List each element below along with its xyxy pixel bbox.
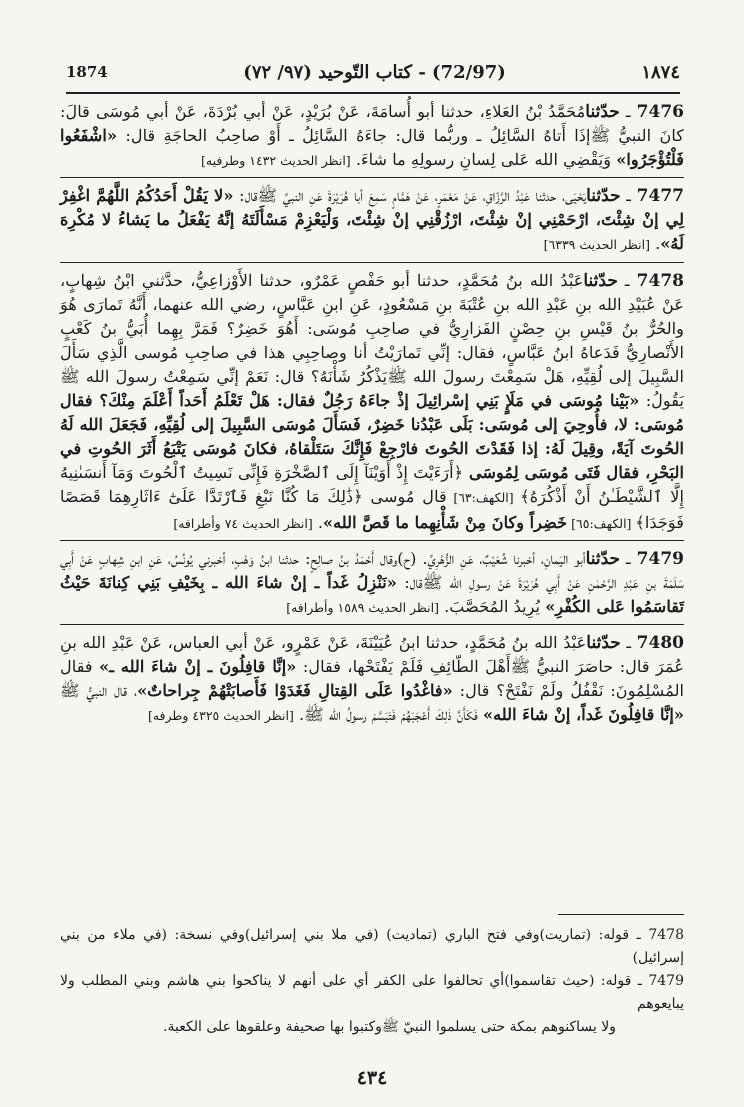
- hadith-number: 7479: [636, 548, 684, 569]
- haddathana-word: حدّثنا: [586, 186, 621, 207]
- narration-text: .: [649, 234, 661, 254]
- prophetic-saying: «إنَّا قافِلُونَ ـ إنْ شاءَ الله ـ»: [99, 656, 297, 676]
- prophetic-saying: «بَيْنا مُوسَى في مَلَإٍ بَنِي إسْرائِيلَ إذْ جاءَهُ رَجُلٌ فقال: هَلْ تَعْلَمُ أَحَداً أَعْلَمَ مِنْكَ؟ فقال مُوسَى: لا، فأُوحِيَ إلى مُوسَى: بَلَى عَبْدُنا خَضِرٌ، فَسَأَلَ مُوسَى السَّبِيلَ إلى لُقِيِّهِ، فَجَعَلَ الله لَهُ الحُوتَ آيَةً، وقِيلَ لَهُ: إذا فَقَدْتَ الحُوتَ فارْجِعْ فَإِنَّكَ سَتَلْقاهُ، فكانَ مُوسَى يَتْبَعُ أَثَرَ الحُوتِ في البَحْرِ، فقال فَتَى مُوسَى لِمُوسَى: [60, 391, 684, 483]
- narration-text: ﴿أَرَءَيْتَ إِذْ أَوَيْنَآ إِلَى ٱلصَّخْرَةِ فَإِنِّى نَسِيتُ ٱلْحُوتَ وَمَآ أَنسَىٰنِيهُ إِلَّا ٱلشَّيْطَـٰنُ أَنْ أَذْكُرَهُ﴾: [60, 463, 685, 507]
- hadith-7478: 7478 ـ حدّثناعَبْدُ الله بنُ مُحَمَّدٍ، حدثنا أبو حَفْصٍ عَمْرٌو، حدثنا الأَوْزاعِيُّ، حدَّثني ابْنُ شِهابٍ، عَنْ عُبَيْدِ الله بنِ عَبْدِ الله بنِ عُتْبَةَ بنِ مَسْعُودٍ، عَنِ ابنِ عَبَّاسٍ، رضي الله عنهما، أَنَّهُ تَمارَى هُوَ والحُرُّ بنُ قَيْسِ بنِ حِصْنٍ الفَزارِيُّ في صاحِبِ مُوسَى: أَهُوَ خَضِرٌ؟ فَمَرَّ بِهِما أُبَيُّ بنُ كَعْبٍ الأَنْصارِيُّ فَدَعاهُ ابنُ عَبَّاسٍ، فقال: إنِّي تَمارَيْتُ أنا وصاحِبِي هذا في صاحِبِ مُوسى الَّذِي سَأَلَ السَّبِيلَ إلى لُقِيِّهِ، هَلْ سَمِعْتَ رسولَ الله ﷺيَذْكُرُ شَأْنَهُ؟ قال: نَعَمْ إنِّي سَمِعْتُ رسولَ الله ﷺ يَقُولُ: «بَيْنا مُوسَى في مَلَإٍ بَنِي إسْرائِيلَ إذْ جاءَهُ رَجُلٌ فقال: هَلْ تَعْلَمُ أَحَداً أَعْلَمَ مِنْكَ؟ فقال مُوسَى: لا، فأُوحِيَ إلى مُوسَى: بَلَى عَبْدُنا خَضِرٌ، فَسَأَلَ مُوسَى السَّبِيلَ إلى لُقِيِّهِ، فَجَعَلَ الله لَهُ الحُوتَ آيَةً، وقِيلَ لَهُ: إذا فَقَدْتَ الحُوتَ فارْجِعْ فَإِنَّكَ سَتَلْقاهُ، فكانَ مُوسَى يَتْبَعُ أَثَرَ الحُوتِ في البَحْرِ، فقال فَتَى مُوسَى لِمُوسَى ﴿أَرَءَيْتَ إِذْ أَوَيْنَآ إِلَى ٱلصَّخْرَةِ فَإِنِّى نَسِيتُ ٱلْحُوتَ وَمَآ أَنسَىٰنِيهُ إِلَّا ٱلشَّيْطَـٰنُ أَنْ أَذْكُرَهُ﴾ [الكهف:٦٣] قال مُوسى ﴿ذَٰلِكَ مَا كُنَّا نَبْغِ فَٱرْتَدَّا عَلَىٰٓ ءَاثَارِهِمَا قَصَصًا فَوَجَدَا﴾ [الكهف:٦٥] خَضِراً وكانَ مِنْ شَأْنِهِما ما قَصَّ الله». [انظر الحديث ٧٤ وأطرافه]: [60, 262, 684, 540]
- cross-reference: [انظر الحديث ١٥٨٩ وأطرافه]: [286, 599, 439, 615]
- cross-reference: [انظر الحديث ٤٣٢٥ وطرفه]: [147, 708, 294, 724]
- narration-text: يَحْيَى، حدثنا عَبْدُ الرَّزّاقِ، عَنْ مَعْمَرٍ، عَنْ هَمَّامٍ سَمِعَ أبا هُرَيْرَةَ عَنِ النبيِّ ﷺقال:: [233, 186, 587, 206]
- cross-reference: [انظر الحديث ١٤٣٢ وطرفيه]: [201, 153, 351, 169]
- running-title: (72/97) - كتاب التّوحيد (٩٧/ ٧٢): [243, 61, 506, 83]
- hadith-number: 7477: [636, 186, 684, 207]
- narration-text: عَبْدُ الله بنُ مُحَمَّدٍ، حدثنا ابنُ عُيَيْنَةَ، عَنْ عَمْرٍو، عَنْ أبي العباس، عَنْ عَبْدِ الله بنِ عُمَرَ قال: حاصَرَ النبيُّ ﷺأَهْلَ الطّائِفِ فَلَمْ يَفْتَحْها، فقال:: [60, 632, 685, 676]
- hadith-7479: 7479 ـ حدّثناأبو اليَمانِ، أخبرنا شُعَيْبٌ، عَنِ الزُّهْرِيِّ. (ح)وقال أَحْمَدُ بنُ صالِحٍ: حدثنا ابنُ وَهْبٍ، أخبرني يُونُسُ، عَنِ ابنِ شِهابٍ عَنْ أَبِي سَلَمَةَ بنِ عَبْدِ الرَّحْمٰنِ عَنْ أَبِي هُرَيْرَةَ عَنْ رسولِ الله ﷺقال: «نَنْزِلُ غَداً ـ إنْ شاءَ الله ـ بِخَيْفِ بَنِي كِنانَةَ حَيْثُ تَقاسَمُوا عَلى الكُفْرِ» يُرِيدُ المُحَصَّبَ. [انظر الحديث ١٥٨٩ وأطرافه]: [60, 540, 684, 624]
- haddathana-word: حدّثنا: [585, 548, 621, 569]
- haddathana-word: حدّثنا: [583, 270, 618, 291]
- prophetic-saying: «إنَّا قافِلُونَ غَداً، إنْ شاءَ الله»: [482, 705, 684, 725]
- footnotes: [60, 924, 684, 1039]
- hadith-body: [60, 94, 684, 732]
- narration-text: ﴿ذَٰلِكَ مَا كُنَّا نَبْغِ فَٱرْتَدَّا عَلَىٰٓ ءَاثَارِهِمَا قَصَصًا فَوَجَدَا﴾: [60, 487, 684, 532]
- footnote-divider: [558, 914, 684, 915]
- hadith-number: 7476: [636, 102, 684, 122]
- hadith-number: 7480: [636, 632, 684, 653]
- hadith-7480: 7480 ـ حدّثناعَبْدُ الله بنُ مُحَمَّدٍ، حدثنا ابنُ عُيَيْنَةَ، عَنْ عَمْرٍو، عَنْ أبي العباس، عَنْ عَبْدِ الله بنِ عُمَرَ قال: حاصَرَ النبيُّ ﷺأَهْلَ الطّائِفِ فَلَمْ يَفْتَحْها، فقال: «إنَّا قافِلُونَ ـ إنْ شاءَ الله ـ» فقال المُسْلِمُونَ: نَقْفُلُ ولَمْ نَفْتَحْ؟ قال: «فاغْدُوا عَلَى القِتالِ فَغَدَوْا فَأَصابَتْهُمْ جِراحاتٌ»، قال النبيُّ ﷺ «إنَّا قافِلُونَ غَداً، إنْ شاءَ الله» فَكَأَنَّ ذٰلِكَ أَعْجَبَهُمْ فَتَبَسَّمَ رسولُ الله ﷺ. [انظر الحديث ٤٣٢٥ وطرفه]: [60, 624, 684, 732]
- running-header: [66, 52, 680, 94]
- narration-text: فقال المُسْلِمُونَ: نَقْفُلُ ولَمْ نَفْتَحْ؟ قال:: [60, 656, 684, 701]
- narration-text: أبو اليَمانِ، أخبرنا شُعَيْبٌ، عَنِ الزُّهْرِيِّ. (ح)وقال أَحْمَدُ بنُ صالِحٍ: حدثنا ابنُ وَهْبٍ، أخبرني يُونُسُ، عَنِ ابنِ شِهابٍ عَنْ أَبِي سَلَمَةَ بنِ عَبْدِ الرَّحْمٰنِ عَنْ أَبِي هُرَيْرَةَ عَنْ رسولِ الله ﷺقال:: [60, 548, 684, 592]
- narration-text: قال مُوسى: [362, 487, 447, 507]
- narration-text: فَكَأَنَّ ذٰلِكَ أَعْجَبَهُمْ فَتَبَسَّمَ رسولُ الله ﷺ.: [293, 705, 483, 725]
- cross-reference: [الكهف:٦٥]: [567, 515, 636, 531]
- hadith-7476: 7476 ـ حدّثنامُحَمَّدُ بْنُ العَلاءِ، حدثنا أبو أُسامَةَ، عَنْ بُرَيْدٍ، عَنْ أبي بُرْدَةَ، عَنْ أبي مُوسَى قالَ: كانَ النبيُّ ﷺإذَا أَتاهُ السَّائِلُ ـ وربُّما قال: جاءَهُ السَّائِلُ ـ أَوْ صاحِبُ الحاجَةِ قال: «اشْفَعُوا فَلْتُؤْجَرُوا» وَيَقْضِي الله عَلى لِسانِ رسولِهِ ما شاءَ. [انظر الحديث ١٤٣٢ وطرفيه]: [60, 102, 684, 170]
- prophetic-saying: خَضِراً وكانَ مِنْ شَأْنِهِما ما قَصَّ الله»: [323, 512, 568, 532]
- cross-reference: [الكهف:٦٣]: [446, 490, 521, 506]
- cross-reference: [انظر الحديث ٦٣٣٩]: [543, 237, 650, 253]
- footnote-line: ولا يساكنوهم بمكة حتى يسلموا النبيّ ﷺوكتبوا بها صحيفة وعلقوها على الكعبة.: [163, 1019, 616, 1035]
- page-number-latin: 1874: [66, 63, 108, 81]
- narration-text: عَبْدُ الله بنُ مُحَمَّدٍ، حدثنا أبو حَفْصٍ عَمْرٌو، حدثنا الأَوْزاعِيُّ، حدَّثني ابْنُ شِهابٍ، عَنْ عُبَيْدِ الله بنِ عَبْدِ الله بنِ عُتْبَةَ بنِ مَسْعُودٍ، عَنِ ابنِ عَبَّاسٍ، رضي الله عنهما، أَنَّهُ تَمارَى هُوَ والحُرُّ بنُ قَيْسِ بنِ حِصْنٍ الفَزارِيُّ في صاحِبِ مُوسَى: أَهُوَ خَضِرٌ؟ فَمَرَّ بِهِما أُبَيُّ بنُ كَعْبٍ الأَنْصارِيُّ فَدَعاهُ ابنُ عَبَّاسٍ، فقال: إنِّي تَمارَيْتُ أنا وصاحِبِي هذا في صاحِبِ مُوسى الَّذِي سَأَلَ السَّبِيلَ إلى لُقِيِّهِ، هَلْ سَمِعْتَ رسولَ الله ﷺيَذْكُرُ شَأْنَهُ؟ قال: نَعَمْ إنِّي سَمِعْتُ رسولَ الله ﷺ يَقُولُ:: [60, 270, 684, 411]
- prophetic-saying: «نَنْزِلُ غَداً ـ إنْ شاءَ الله ـ بِخَيْفِ بَنِي كِنانَةَ حَيْثُ تَقاسَمُوا عَلى الكُفْرِ»: [60, 572, 684, 616]
- folio-number: ٤٣٤: [356, 1067, 388, 1089]
- haddathana-word: حدّثنا: [585, 102, 620, 122]
- hadith-number: 7478: [636, 270, 684, 291]
- prophetic-saying: «فاغْدُوا عَلَى القِتالِ فَغَدَوْا فَأَصابَتْهُمْ جِراحاتٌ»: [137, 681, 453, 701]
- narration-text: يُرِيدُ المُحَصَّبَ.: [439, 596, 546, 616]
- haddathana-word: حدّثنا: [586, 632, 621, 653]
- prophetic-saying: «اشْفَعُوا فَلْتُؤْجَرُوا»: [60, 126, 684, 170]
- prophetic-saying: «لا يَقُلْ أَحَدُكُمُ اللَّهُمَّ اغْفِرْ لِي إنْ شِئْتَ، ارْحَمْنِي إنْ شِئْتَ، ارْزُقْنِي إنْ شِئْتَ، وَلْيَعْزِمْ مَسْأَلَتَهُ إنَّهُ يَفْعَلُ ما يَشاءُ لا مُكْرِهَ لَهُ»: [60, 186, 684, 254]
- cross-reference: [انظر الحديث ٧٤ وأطرافه]: [173, 515, 313, 531]
- narration-text: .: [312, 512, 324, 532]
- footnote-line: 7478 ـ قوله: (تماريت)وفي فتح الباري (تماديت) (في ملا بني إسرائيل)وفي نسخة: (في ملاء من بني إسرائيل): [60, 927, 684, 966]
- narration-text: ، قال النبيُّ ﷺ: [60, 681, 138, 701]
- narration-text: مُحَمَّدُ بْنُ العَلاءِ، حدثنا أبو أُسامَةَ، عَنْ بُرَيْدٍ، عَنْ أبي بُرْدَةَ، عَنْ أبي مُوسَى قالَ: كانَ النبيُّ ﷺإذَا أَتاهُ السَّائِلُ ـ وربُّما قال: جاءَهُ السَّائِلُ ـ أَوْ صاحِبُ الحاجَةِ قال:: [60, 102, 684, 146]
- page-number-arabic: ١٨٧٤: [641, 61, 680, 83]
- footnote-line: 7479 ـ قوله: (حيث تقاسموا)أي تحالفوا على الكفر أي على أنهم لا يناكحوا بني هاشم وبني المطلب ولا يبايعوهم: [60, 973, 684, 1012]
- narration-text: وَيَقْضِي الله عَلى لِسانِ رسولِهِ ما شاءَ.: [350, 150, 617, 170]
- hadith-7477: 7477 ـ حدّثنايَحْيَى، حدثنا عَبْدُ الرَّزّاقِ، عَنْ مَعْمَرٍ، عَنْ هَمَّامٍ سَمِعَ أبا هُرَيْرَةَ عَنِ النبيِّ ﷺقال: «لا يَقُلْ أَحَدُكُمُ اللَّهُمَّ اغْفِرْ لِي إنْ شِئْتَ، ارْحَمْنِي إنْ شِئْتَ، ارْزُقْنِي إنْ شِئْتَ، وَلْيَعْزِمْ مَسْأَلَتَهُ إنَّهُ يَفْعَلُ ما يَشاءُ لا مُكْرِهَ لَهُ». [انظر الحديث ٦٣٣٩]: [60, 177, 684, 261]
